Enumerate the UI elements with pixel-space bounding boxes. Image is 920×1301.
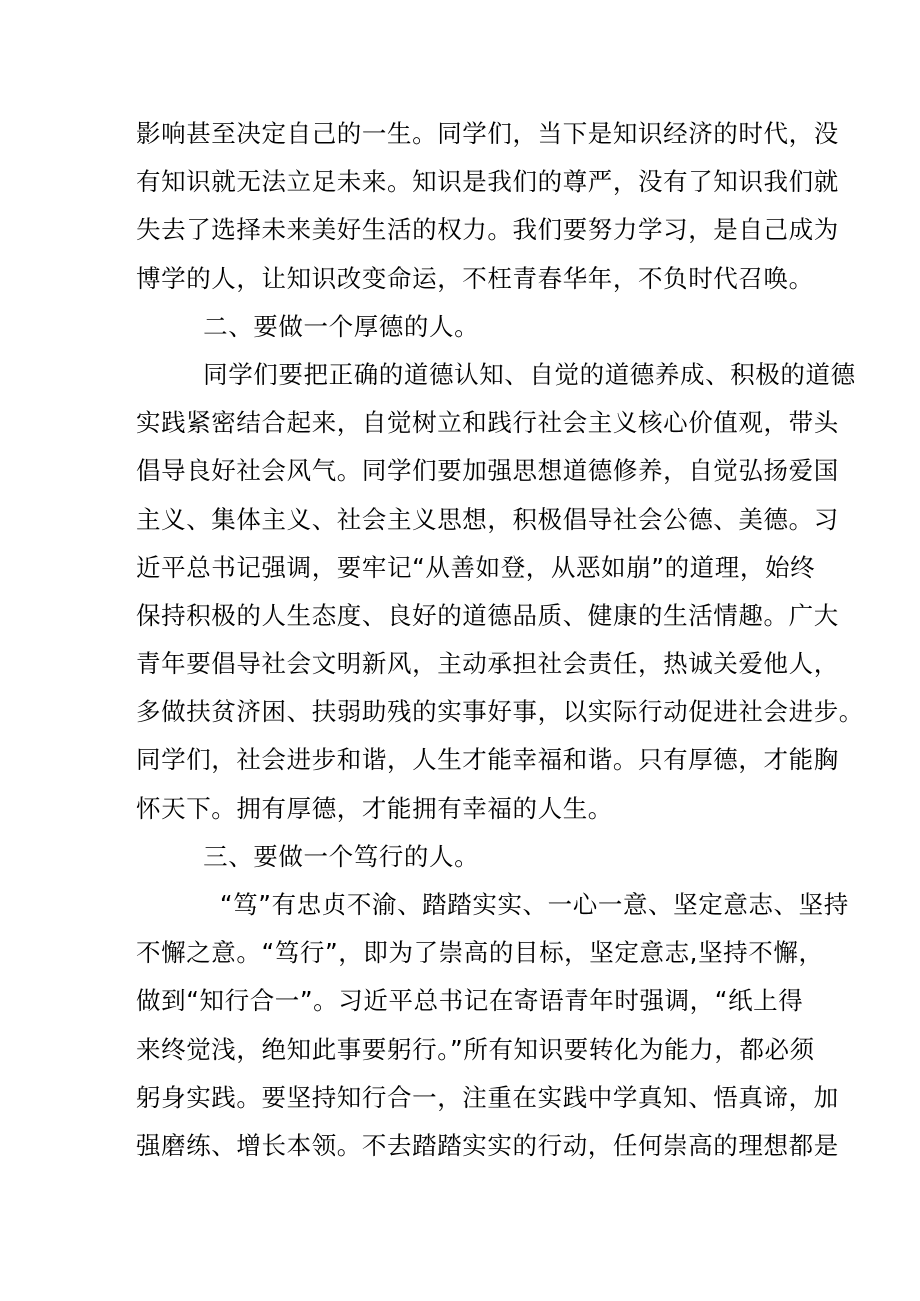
- text-line: 做到“知行合一”。习近平总书记在寄语青年时强调，“纸上得: [136, 986, 804, 1016]
- text-line: 有知识就无法立足未来。知识是我们的尊严，没有了知识我们就: [136, 167, 839, 197]
- document-body: [136, 110, 864, 1170]
- text-line: 博学的人，让知识改变命运，不枉青春华年，不负时代召唤。: [136, 263, 814, 293]
- text-line: 青年要倡导社会文明新风，主动承担社会责任，热诚关爱他人，: [136, 649, 839, 679]
- text-line: 躬身实践。要坚持知行合一，注重在实践中学真知、悟真谛，加: [136, 1082, 839, 1112]
- text-line: 同学们要把正确的道德认知、自觉的道德养成、积极的道德: [136, 359, 856, 389]
- text-line: 多做扶贫济困、扶弱助残的实事好事，以实际行动促进社会进步。: [136, 697, 864, 727]
- text-line: 倡导良好社会风气。同学们要加强思想道德修养，自觉弘扬爱国: [136, 456, 839, 486]
- section-heading-2: 二、要做一个厚德的人。: [136, 311, 480, 341]
- text-line: 强磨练、增长本领。不去踏踏实实的行动，任何崇高的理想都是: [136, 1130, 839, 1160]
- text-line: 失去了选择未来美好生活的权力。我们要努力学习，是自己成为: [136, 215, 839, 245]
- text-line: 同学们，社会进步和谐，人生才能幸福和谐。只有厚德，才能胸: [136, 745, 839, 775]
- text-line: 近平总书记强调，要牢记“从善如登，从恶如崩”的道理，始终: [136, 552, 816, 582]
- section-heading-3: 三、要做一个笃行的人。: [136, 841, 480, 871]
- text-line: 影响甚至决定自己的一生。同学们，当下是知识经济的时代，没: [136, 119, 839, 148]
- text-line: 主义、集体主义、社会主义思想，积极倡导社会公德、美德。习: [136, 504, 839, 534]
- text-line: 来终觉浅，绝知此事要躬行。”所有知识要转化为能力，都必须: [136, 1034, 815, 1064]
- text-line: 怀天下。拥有厚德，才能拥有幸福的人生。: [136, 793, 613, 823]
- text-line: 实践紧密结合起来，自觉树立和践行社会主义核心价值观，带头: [136, 408, 839, 438]
- text-line: 保持积极的人生态度、良好的道德品质、健康的生活情趣。广大: [136, 600, 839, 630]
- text-line: 不懈之意。“笃行”，即为了崇高的目标，坚定意志,坚持不懈，: [136, 938, 824, 968]
- text-line: “笃”有忠贞不渝、踏踏实实、一心一意、坚定意志、坚持: [136, 890, 849, 919]
